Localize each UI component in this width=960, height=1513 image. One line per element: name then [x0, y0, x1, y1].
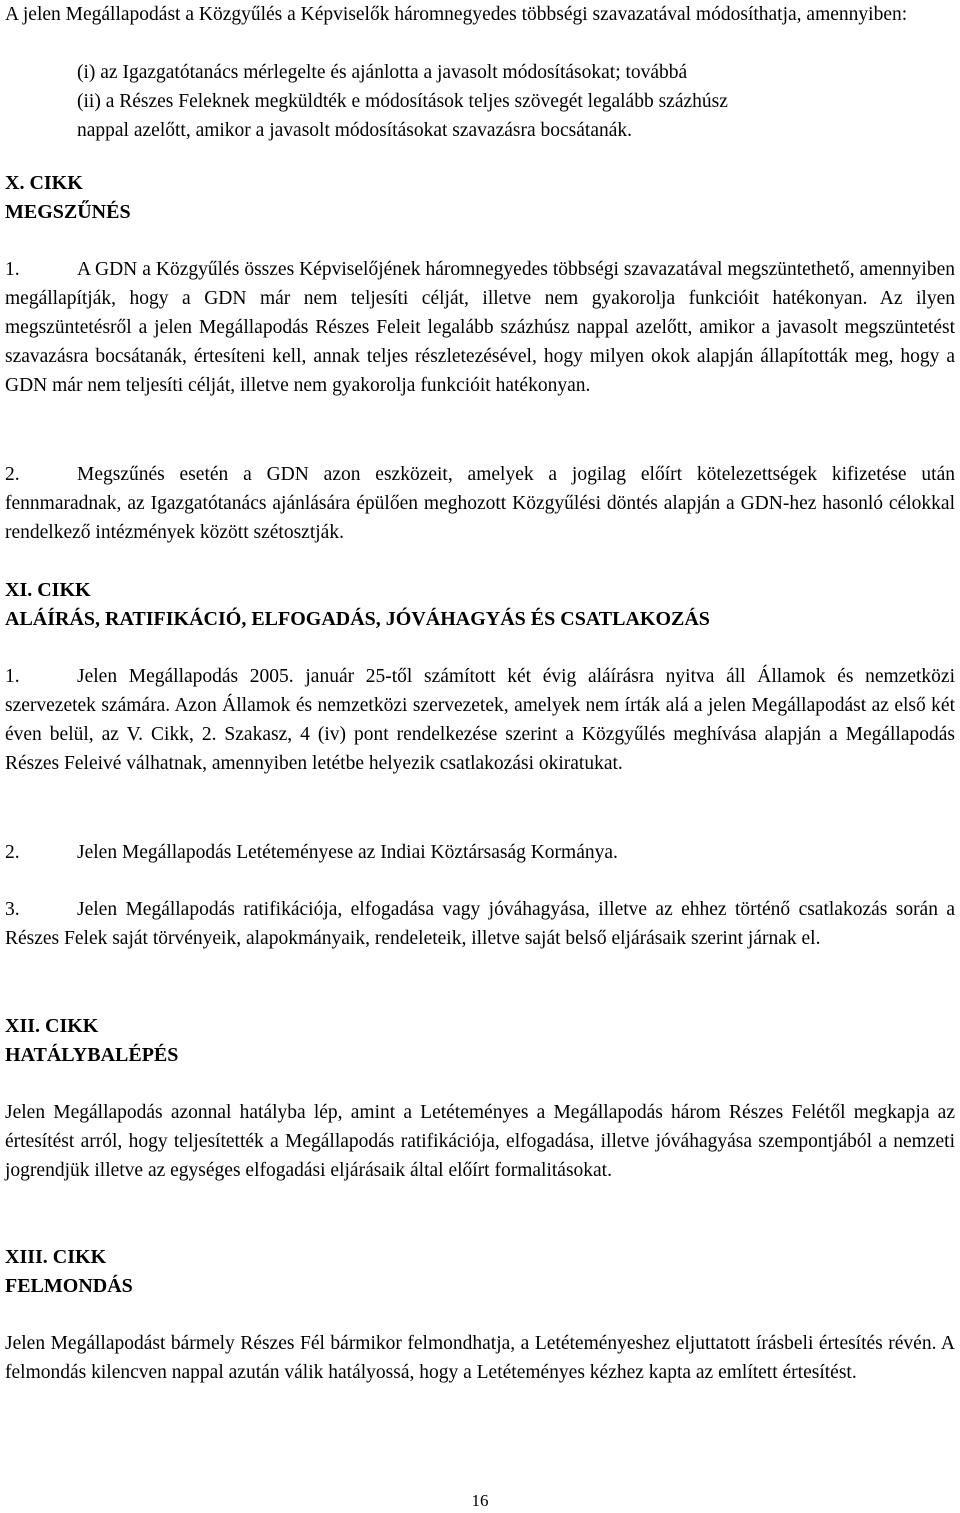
paragraph-number: 1.	[5, 666, 20, 687]
article-13-paragraph: Jelen Megállapodást bármely Részes Fél bármikor felmondhatja, a Letéteményeshez eljuttatott írásbeli értesítés révén. A felmondás kilencven nappal azután válik hatályossá, hogy a Letéteményes kézhez kapta az említett értesítést.	[5, 1333, 955, 1383]
paragraph-number: 1.	[5, 259, 20, 280]
article-13-subtitle: FELMONDÁS	[5, 1275, 133, 1297]
article-12-paragraph: Jelen Megállapodás azonnal hatályba lép, amint a Letéteményes a Megállapodás három Részes Felétől megkapja az értesítést arról, hogy teljesítették a Megállapodás ratifikációja, elfogadása, illetve jóváhagyása szempontjából a nemzeti jogrendjük illetve az egységes elfogadási eljárásaik által előírt formalitásokat.	[5, 1102, 955, 1181]
article-12-subtitle: HATÁLYBALÉPÉS	[5, 1044, 179, 1066]
paragraph-text: A GDN a Közgyűlés összes Képviselőjének háromnegyedes többségi szavazatával megszüntethető, amennyiben megállapítják, hogy a GDN már nem teljesíti célját, illetve nem gyakorolja funkcióit hatékonyan. Az ilyen megszüntetésről a jelen Megállapodás Részes Feleit legalább százhúsz nappal azelőtt, amikor a javasolt megszüntetést szavazásra bocsátanák, értesíteni kell, annak teljes részletezésével, hogy milyen okok alapján állapították meg, hogy a GDN már nem teljesíti célját, illetve nem gyakorolja funkcióit hatékonyan.	[5, 259, 955, 396]
article-11-paragraph-2	[5, 838, 955, 867]
paragraph-number: 2.	[5, 842, 20, 863]
article-10-paragraph-2	[5, 460, 955, 547]
paragraph-text: Jelen Megállapodás Letéteményese az Indiai Köztársaság Kormánya.	[77, 842, 618, 863]
article-12-title: XII. CIKK	[5, 1015, 99, 1037]
intro-paragraph: A jelen Megállapodást a Közgyűlés a Képviselők háromnegyedes többségi szavazatával módosíthatja, amennyiben:	[5, 4, 908, 25]
article-11-subtitle: ALÁÍRÁS, RATIFIKÁCIÓ, ELFOGADÁS, JÓVÁHAGYÁS ÉS CSATLAKOZÁS	[5, 608, 710, 630]
intro-item-ii-line2: nappal azelőtt, amikor a javasolt módosításokat szavazásra bocsátanák.	[77, 120, 632, 141]
article-10-paragraph-1	[5, 255, 955, 400]
article-10-subtitle: MEGSZŰNÉS	[5, 201, 131, 223]
intro-item-i: (i) az Igazgatótanács mérlegelte és ajánlotta a javasolt módosításokat; továbbá	[77, 62, 688, 83]
paragraph-text: Megszűnés esetén a GDN azon eszközeit, amelyek a jogilag előírt kötelezettségek kifizetése után fennmaradnak, az Igazgatótanács ajánlására épülően meghozott Közgyűlési döntés alapján a GDN-hez hasonló célokkal rendelkező intézmények között szétosztják.	[5, 464, 955, 543]
paragraph-text: Jelen Megállapodás ratifikációja, elfogadása vagy jóváhagyása, illetve az ehhez történő csatlakozás során a Részes Felek saját törvényeik, alapokmányaik, rendeleteik, illetve saját belső eljárásaik szerint járnak el.	[5, 899, 955, 949]
paragraph-number: 3.	[5, 899, 20, 920]
paragraph-text: Jelen Megállapodás 2005. január 25-től számított két évig aláírásra nyitva áll Államok és nemzetközi szervezetek számára. Azon Államok és nemzetközi szervezetek, amelyek nem írták alá a jelen Megállapodást az első két éven belül, az V. Cikk, 2. Szakasz, 4 (iv) pont rendelkezése szerint a Közgyűlés meghívása alapján a Megállapodás Részes Feleivé válhatnak, amennyiben letétbe helyezik csatlakozási okiratukat.	[5, 666, 955, 774]
article-10-title: X. CIKK	[5, 172, 83, 194]
paragraph-number: 2.	[5, 464, 20, 485]
article-11-paragraph-1	[5, 662, 955, 778]
page-number: 16	[471, 1491, 489, 1510]
article-11-paragraph-3	[5, 895, 955, 953]
article-13-title: XIII. CIKK	[5, 1246, 107, 1268]
intro-item-ii-line1: (ii) a Részes Feleknek megküldték e módosítások teljes szövegét legalább százhúsz	[77, 91, 728, 112]
article-11-title: XI. CIKK	[5, 579, 91, 601]
